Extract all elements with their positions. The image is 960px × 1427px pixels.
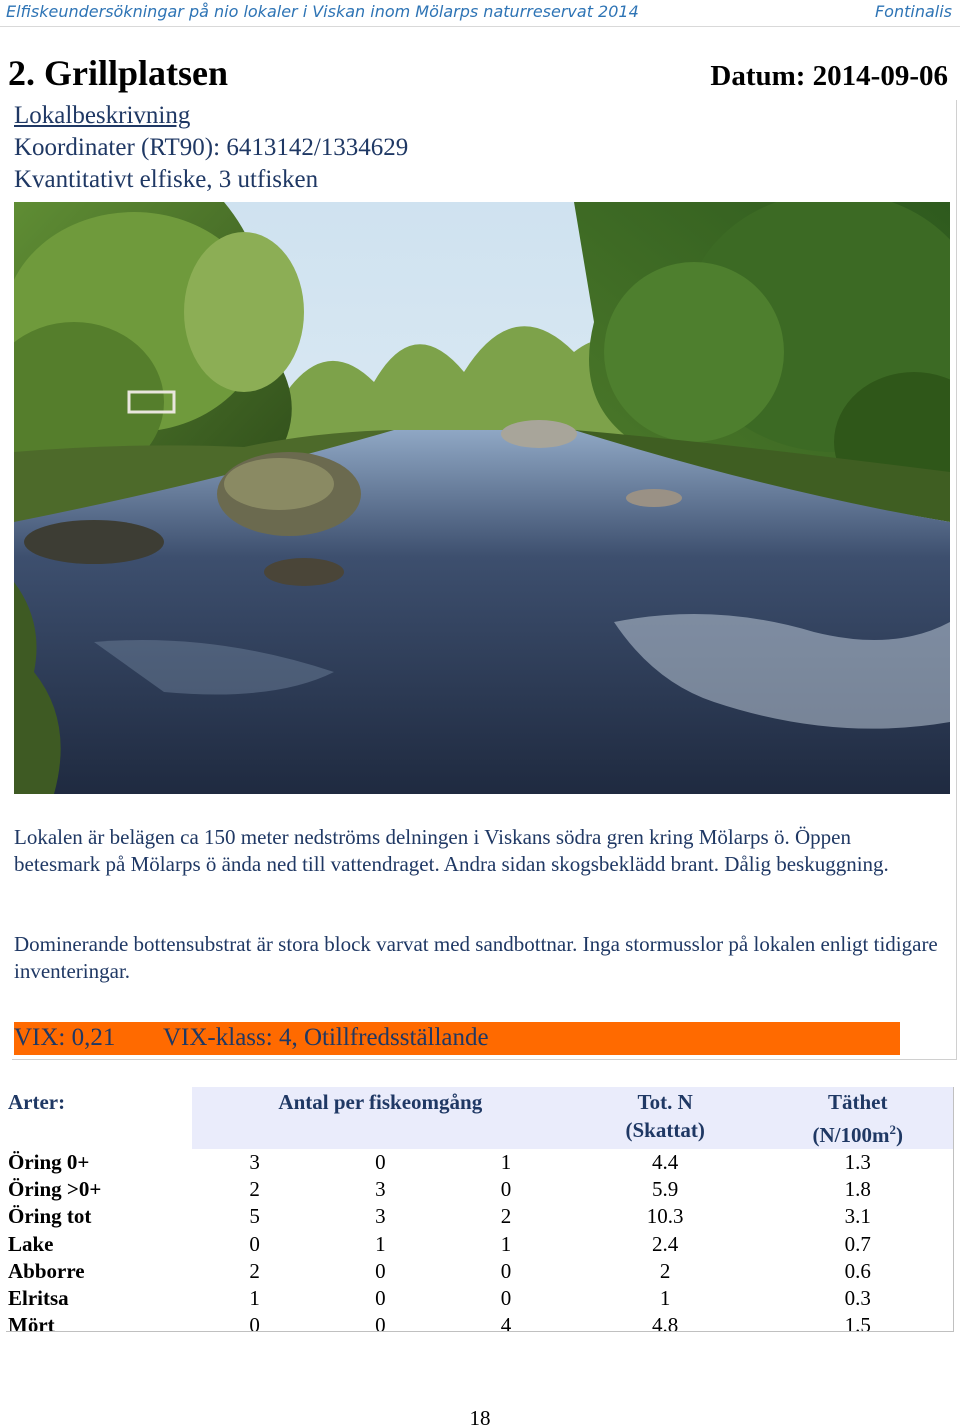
total-estimate: 4.8	[652, 1313, 679, 1338]
total-estimate: 1	[659, 1285, 671, 1310]
catch-round-1: 2	[249, 1177, 260, 1202]
species-name: Mört	[8, 1313, 55, 1338]
species-name: Elritsa	[8, 1285, 69, 1310]
fish-catch-table	[6, 1087, 954, 1339]
catch-round-2: 3	[375, 1177, 386, 1202]
density: 1.8	[844, 1177, 871, 1202]
site-title: 2. Grillplatsen	[8, 53, 229, 93]
species-name: Öring >0+	[8, 1177, 102, 1202]
catch-round-1: 0	[249, 1231, 260, 1256]
coordinates: Koordinater (RT90): 6413142/1334629	[14, 134, 409, 161]
catch-round-2: 0	[375, 1258, 386, 1283]
column-header-density	[761, 1087, 954, 1149]
header-divider	[0, 26, 960, 27]
catch-round-3: 0	[500, 1258, 512, 1283]
site-description-paragraph-2: Dominerande bottensubstrat är stora block varvat med sandbottnar. Inga stormusslor på lokalen enligt tidigare inventeringar.	[14, 932, 938, 983]
column-header-density-superscript: 2	[889, 1122, 896, 1137]
site-date: Datum: 2014-09-06	[710, 60, 948, 92]
density: 0.6	[844, 1258, 871, 1283]
table-row	[6, 1231, 954, 1258]
catch-round-2: 3	[375, 1204, 386, 1229]
density: 3.1	[844, 1204, 871, 1229]
column-header-density-line2: (N/100m	[812, 1123, 890, 1147]
page-number: 18	[469, 1406, 491, 1427]
catch-round-1: 0	[249, 1313, 260, 1338]
site-description-paragraph-1: Lokalen är belägen ca 150 meter nedströms delningen i Viskans södra gren kring Mölarps ö. Öppen betesmark på Mölarps ö ända ned till vattendraget. Andra sidan skogsbeklädd brant. Dålig beskuggning.	[14, 825, 889, 876]
catch-round-3: 0	[500, 1285, 512, 1310]
table-row	[6, 1312, 954, 1339]
density: 0.7	[844, 1231, 871, 1256]
total-estimate: 2	[659, 1258, 671, 1283]
total-estimate: 2.4	[652, 1231, 679, 1256]
catch-round-1: 1	[249, 1285, 260, 1310]
total-estimate: 10.3	[646, 1204, 684, 1229]
catch-round-2: 0	[375, 1150, 386, 1174]
catch-round-2: 0	[375, 1313, 386, 1338]
river-photo	[14, 202, 950, 794]
total-estimate: 4.4	[652, 1150, 679, 1174]
column-header-density-line1: Täthet	[827, 1090, 888, 1114]
species-name: Öring tot	[8, 1204, 92, 1229]
vix-class: VIX-klass: 4, Otillfredsställande	[163, 1024, 489, 1051]
column-header-density-close: )	[895, 1123, 903, 1147]
column-header-species: Arter:	[6, 1087, 192, 1149]
report-title: Elfiskeundersökningar på nio lokaler i Viskan inom Mölarps naturreservat 2014	[6, 2, 639, 21]
density: 0.3	[844, 1285, 871, 1310]
catch-round-3: 2	[500, 1204, 512, 1229]
catch-round-1: 5	[249, 1204, 260, 1229]
vix-value: VIX: 0,21	[14, 1024, 116, 1051]
density: 1.3	[844, 1150, 871, 1174]
description-heading: Lokalbeskrivning	[14, 102, 191, 129]
table-row	[6, 1176, 954, 1203]
catch-round-3: 4	[500, 1313, 512, 1338]
catch-round-1: 3	[249, 1150, 260, 1174]
company-name: Fontinalis	[874, 2, 952, 21]
table-row	[6, 1285, 954, 1312]
density: 1.5	[844, 1313, 871, 1338]
column-header-total	[569, 1087, 762, 1149]
column-header-total-line2: (Skattat)	[625, 1118, 705, 1142]
catch-round-3: 0	[500, 1177, 512, 1202]
catch-round-3: 1	[500, 1150, 512, 1174]
fishing-method: Kvantitativt elfiske, 3 utfisken	[14, 166, 319, 193]
species-name: Abborre	[8, 1258, 85, 1283]
catch-round-2: 0	[375, 1285, 386, 1310]
table-row	[6, 1203, 954, 1230]
catch-round-1: 2	[249, 1258, 260, 1283]
table-header-row	[6, 1087, 954, 1149]
column-header-total-line1: Tot. N	[637, 1090, 693, 1114]
table-row	[6, 1149, 954, 1176]
species-name: Lake	[8, 1231, 54, 1256]
catch-round-2: 1	[375, 1231, 386, 1256]
table-row	[6, 1258, 954, 1285]
column-header-catch: Antal per fiskeomgång	[278, 1090, 483, 1114]
species-name: Öring 0+	[8, 1150, 90, 1174]
total-estimate: 5.9	[652, 1177, 679, 1202]
catch-round-3: 1	[500, 1231, 512, 1256]
